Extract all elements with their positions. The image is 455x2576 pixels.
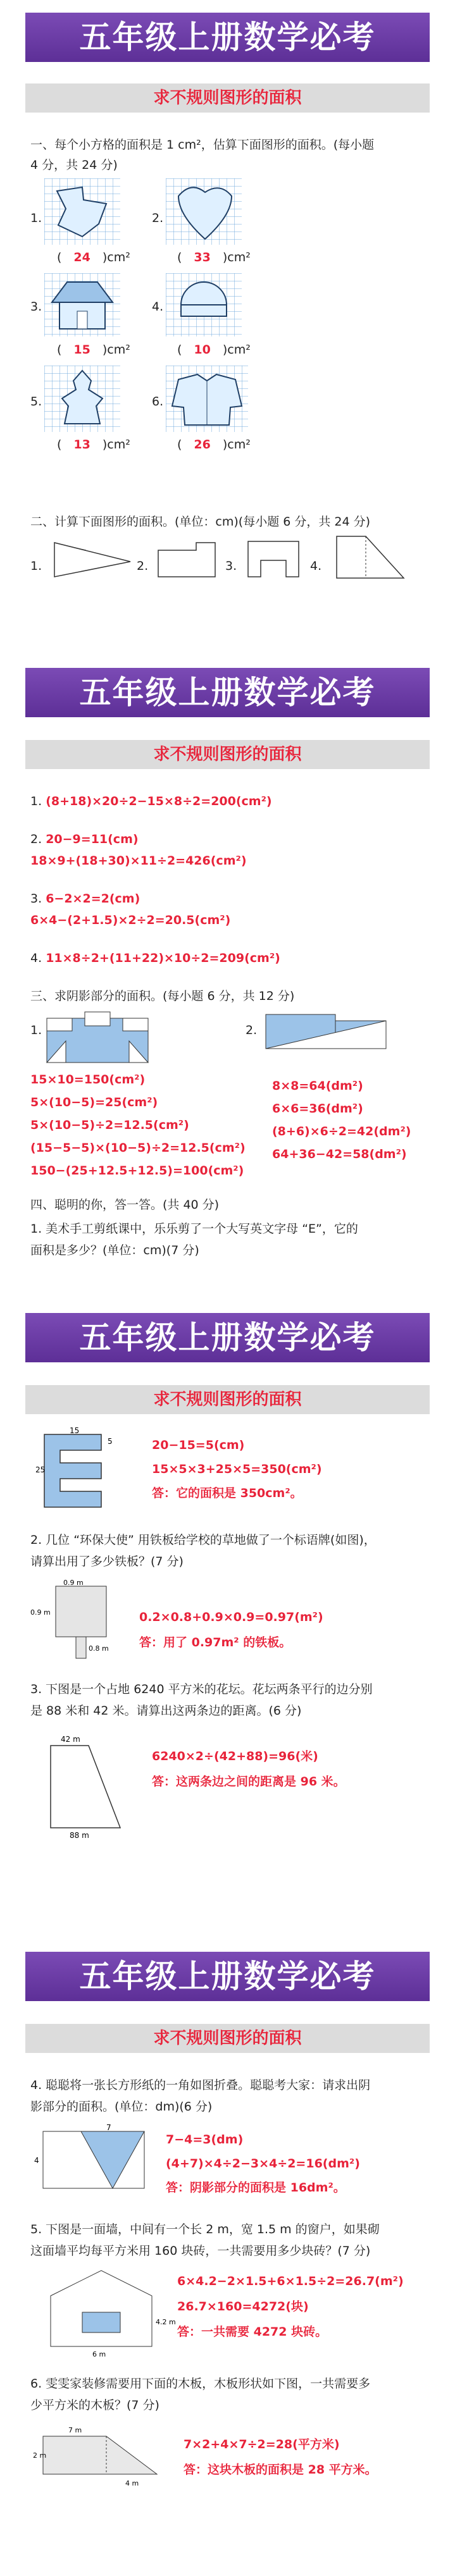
dim-label: 6 m	[92, 2350, 106, 2358]
dim-label: 4 m	[125, 2479, 139, 2487]
dim-label: 88 m	[70, 1831, 89, 1840]
item-num: 2.	[137, 559, 149, 573]
grid-figure-2	[166, 178, 242, 245]
bed-answer: 答：这两条边之间的距离是 96 米。	[152, 1775, 346, 1789]
q2-heading: 二、计算下面图形的面积。(单位：cm)(每小题 6 分，共 24 分)	[30, 515, 371, 529]
sol-line: 2. 20−9=11(cm)	[30, 832, 139, 846]
board-answer: 答：这块木板的面积是 28 平方米。	[184, 2463, 377, 2477]
panel-4	[0, 1935, 455, 2576]
flowerbed-figure	[38, 1733, 133, 1840]
shaded-figure-2	[259, 1011, 392, 1052]
q6-text: 6. 雯雯家装修需要用下面的木板，木板形状如下图，一共需要多	[30, 2377, 371, 2391]
subtitle: 求不规则图形的面积	[25, 2024, 430, 2053]
wall-answer: 答：一共需要 4272 块砖。	[177, 2325, 328, 2339]
subtitle: 求不规则图形的面积	[25, 1385, 430, 1414]
right-sol: 6×6=36(dm²)	[272, 1102, 363, 1116]
left-sol: 15×10=150(cm²)	[30, 1073, 146, 1087]
dim-label: 0.8 m	[89, 1644, 109, 1653]
sign-answer: 答：用了 0.97m² 的铁板。	[139, 1636, 292, 1649]
dim-label: 0.9 m	[30, 1608, 51, 1617]
banner-title: 五年级上册数学必考	[25, 1313, 430, 1362]
dim-label: 4	[34, 2156, 39, 2165]
e-sol: 15×5×3+25×5=350(cm²)	[152, 1462, 322, 1476]
shape-figure-3	[242, 535, 305, 583]
q1-heading: 一、每个小方格的面积是 1 cm²，估算下面图形的面积。(每小题	[30, 138, 375, 152]
q3-text-cont: 是 88 米和 42 米。请算出这两条边的距离。(6 分)	[30, 1704, 302, 1718]
shape-figure-1	[48, 538, 137, 582]
fold-figure	[30, 2125, 157, 2201]
dim-label: 2 m	[33, 2451, 47, 2460]
panel-2	[0, 651, 455, 1284]
q4-heading: 四、聪明的你，答一答。(共 40 分)	[30, 1198, 220, 1212]
subtitle: 求不规则图形的面积	[25, 83, 430, 113]
fold-sol: 7−4=3(dm)	[166, 2133, 244, 2147]
panel-1	[0, 0, 455, 632]
subtitle: 求不规则图形的面积	[25, 740, 430, 769]
item-num: 4.	[310, 559, 322, 573]
right-sol: 64+36−42=58(dm²)	[272, 1147, 407, 1161]
q5-text-cont: 这面墙平均每平方米用 160 块砖，一共需要用多少块砖？(7 分)	[30, 2244, 371, 2258]
dim-label: 4.2 m	[156, 2318, 176, 2326]
fold-sol: (4+7)×4÷2−3×4÷2=16(dm²)	[166, 2157, 360, 2171]
wall-figure	[38, 2264, 176, 2359]
left-sol: 5×(10−5)÷2=12.5(cm²)	[30, 1118, 189, 1132]
q3-heading: 三、求阴影部分的面积。(每小题 6 分，共 12 分)	[30, 989, 295, 1003]
board-sol: 7×2+4×7÷2=28(平方米)	[184, 2437, 340, 2451]
answer-6: ( 26 )cm²	[177, 438, 251, 452]
wall-sol: 6×4.2−2×1.5+6×1.5÷2=26.7(m²)	[177, 2274, 404, 2288]
wall-sol: 26.7×160=4272(块)	[177, 2300, 309, 2314]
item-num: 3.	[30, 300, 42, 314]
right-sol: (8+6)×6÷2=42(dm²)	[272, 1125, 411, 1138]
dim-label: 42 m	[61, 1735, 80, 1744]
item-num: 2.	[246, 1023, 258, 1037]
sign-figure	[30, 1580, 125, 1662]
e-sol: 20−15=5(cm)	[152, 1438, 245, 1452]
q5-text: 5. 下图是一面墙，中间有一个长 2 m，宽 1.5 m 的窗户，如果砌	[30, 2222, 380, 2236]
item-num: 1.	[30, 211, 42, 225]
sol-line: 3. 6−2×2=2(cm)	[30, 892, 140, 906]
grid-figure-3	[44, 273, 120, 336]
grid-figure-6	[166, 366, 248, 432]
shaded-figure-1	[41, 1009, 154, 1066]
answer-3: ( 15 )cm²	[57, 343, 130, 357]
dim-label: 7	[106, 2123, 111, 2132]
q4-1-text: 1. 美术手工剪纸课中，乐乐剪了一个大写英文字母 “E”，它的	[30, 1222, 358, 1236]
sign-sol: 0.2×0.8+0.9×0.9=0.97(m²)	[139, 1610, 323, 1624]
item-num: 1.	[30, 559, 42, 573]
item-num: 6.	[152, 395, 164, 409]
left-sol: 5×(10−5)=25(cm²)	[30, 1095, 158, 1109]
left-sol: (15−5−5)×(10−5)÷2=12.5(cm²)	[30, 1141, 246, 1155]
q3-text: 3. 下图是一个占地 6240 平方米的花坛。花坛两条平行的边分别	[30, 1682, 373, 1696]
banner-title: 五年级上册数学必考	[25, 668, 430, 717]
e-answer: 答：它的面积是 350cm²。	[152, 1486, 302, 1500]
dim-label: 15	[70, 1426, 80, 1435]
answer-5: ( 13 )cm²	[57, 438, 130, 452]
grid-figure-4	[166, 273, 242, 336]
q4-text-cont: 影部分的面积。(单位：dm)(6 分)	[30, 2100, 213, 2114]
fold-answer: 答：阴影部分的面积是 16dm²。	[166, 2181, 346, 2195]
dim-label: 25	[35, 1465, 46, 1474]
answer-1: ( 24 )cm²	[57, 250, 130, 264]
q4-1-text-cont: 面积是多少？(单位：cm)(7 分)	[30, 1243, 199, 1257]
right-sol: 8×8=64(dm²)	[272, 1079, 363, 1093]
sol-line: 4. 11×8÷2+(11+22)×10÷2=209(cm²)	[30, 951, 280, 965]
letter-e-figure	[32, 1428, 133, 1510]
q6-text-cont: 少平方米的木板？(7 分)	[30, 2398, 159, 2412]
item-num: 1.	[30, 1023, 42, 1037]
bed-sol: 6240×2÷(42+88)=96(米)	[152, 1749, 318, 1763]
q2-text: 2. 几位 “环保大使” 用铁板给学校的草地做了一个标语牌(如图)，	[30, 1533, 376, 1547]
dim-label: 0.9 m	[63, 1579, 84, 1587]
shape-figure-2	[152, 538, 221, 582]
answer-2: ( 33 )cm²	[177, 250, 251, 264]
left-sol: 150−(25+12.5+12.5)=100(cm²)	[30, 1164, 244, 1178]
grid-figure-1	[44, 178, 120, 245]
shape-figure-4	[328, 530, 410, 584]
sol-line: 6×4−(2+1.5)×2÷2=20.5(cm²)	[30, 913, 231, 927]
q1-heading-cont: 4 分，共 24 分)	[30, 158, 118, 172]
item-num: 3.	[225, 559, 237, 573]
grid-figure-5	[44, 366, 120, 432]
answer-4: ( 10 )cm²	[177, 343, 251, 357]
item-num: 2.	[152, 211, 164, 225]
sol-line: 18×9+(18+30)×11÷2=426(cm²)	[30, 854, 247, 868]
panel-3	[0, 1297, 455, 1929]
q4-text: 4. 聪聪将一张长方形纸的一角如图折叠。聪聪考大家：请求出阴	[30, 2078, 371, 2092]
banner-title: 五年级上册数学必考	[25, 13, 430, 62]
q2-text-cont: 请算出用了多少铁板？(7 分)	[30, 1555, 184, 1568]
dim-label: 5	[108, 1437, 113, 1446]
item-num: 4.	[152, 300, 164, 314]
board-figure	[30, 2424, 170, 2493]
banner-title: 五年级上册数学必考	[25, 1952, 430, 2001]
dim-label: 7 m	[68, 2426, 82, 2434]
item-num: 5.	[30, 395, 42, 409]
sol-line: 1. (8+18)×20÷2−15×8÷2=200(cm²)	[30, 794, 272, 808]
